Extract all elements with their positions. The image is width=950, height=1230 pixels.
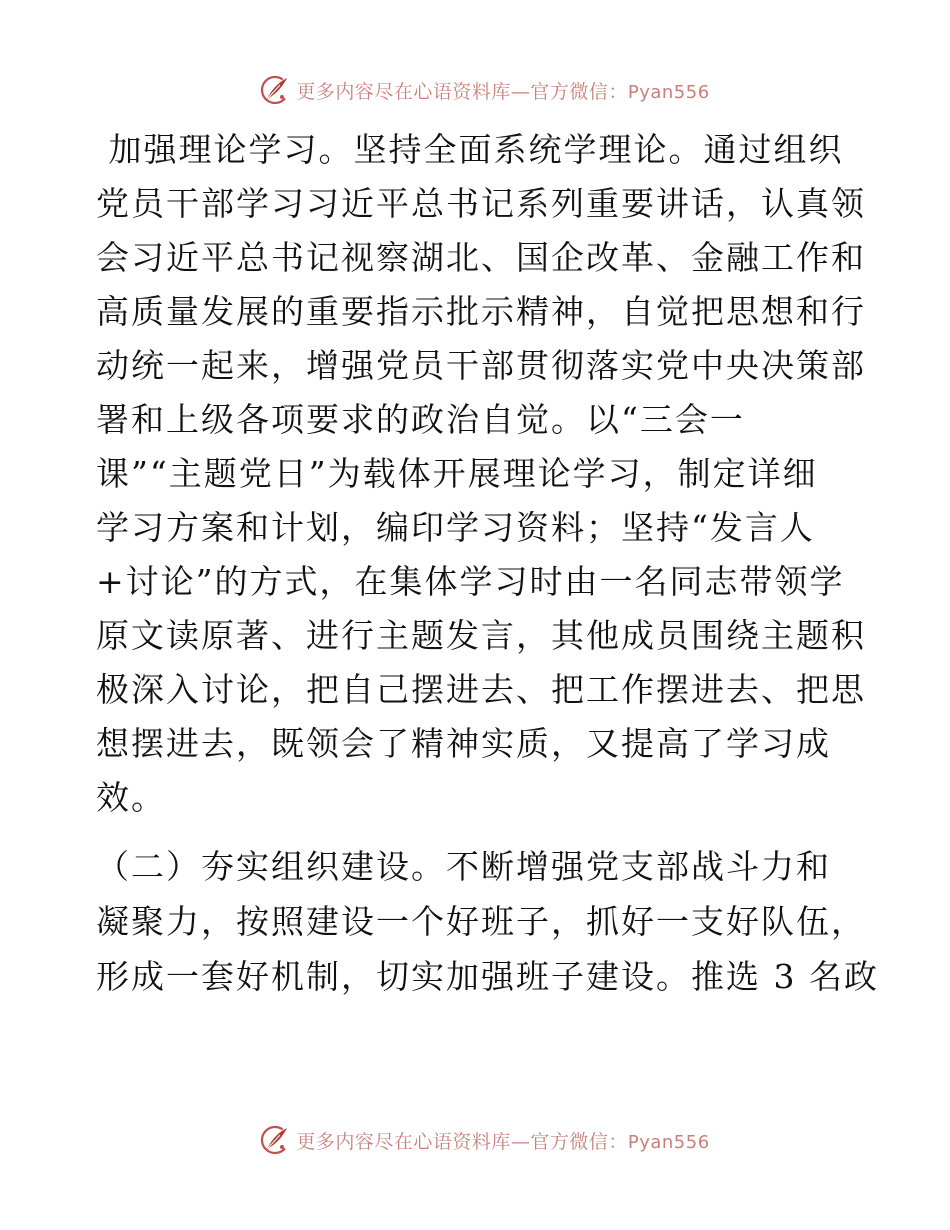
paragraph-1 bbox=[96, 123, 866, 825]
watermark-site-text: 更多内容尽在心语资料库 bbox=[296, 1130, 511, 1153]
text-line: 党员干部学习习近平总书记系列重要讲话，认真领 bbox=[96, 184, 866, 223]
watermark-label: 官方微信： bbox=[530, 80, 628, 103]
watermark-separator: — bbox=[510, 1130, 531, 1153]
text-line: 署和上级各项要求的政治自觉。以“三会一 bbox=[96, 400, 745, 439]
text-line: 会习近平总书记视察湖北、国企改革、金融工作和 bbox=[96, 238, 866, 277]
text-line: 学习方案和计划，编印学习资料；坚持“发言人 bbox=[96, 508, 815, 547]
red-feather-logo-icon bbox=[258, 73, 292, 107]
text-line: +讨论”的方式，在集体学习时由一名同志带领学 bbox=[96, 562, 845, 601]
footer-watermark bbox=[0, 1120, 950, 1160]
text-line: 想摆进去，既领会了精神实质，又提高了学习成 bbox=[96, 724, 831, 763]
paragraph-spacer bbox=[96, 825, 856, 839]
text-line: 动统一起来，增强党员干部贯彻落实党中央决策部 bbox=[96, 346, 866, 385]
text-line: 极深入讨论，把自己摆进去、把工作摆进去、把思 bbox=[96, 670, 866, 709]
red-feather-logo-icon bbox=[258, 1123, 292, 1157]
text-line: 加强理论学习。坚持全面系统学理论。通过组织 bbox=[96, 130, 844, 169]
watermark-handle: Pyan556 bbox=[627, 81, 710, 103]
text-line: 原文读原著、进行主题发言，其他成员围绕主题积 bbox=[96, 616, 866, 655]
paragraph-2 bbox=[96, 839, 879, 1004]
text-line: （二）夯实组织建设。不断增强党支部战斗力和 bbox=[96, 847, 831, 886]
text-line: 高质量发展的重要指示批示精神，自觉把思想和行 bbox=[96, 292, 866, 331]
text-line: 效。 bbox=[96, 778, 166, 817]
watermark-handle: Pyan556 bbox=[627, 1131, 710, 1153]
text-line: 凝聚力，按照建设一个好班子，抓好一支好队伍， bbox=[96, 902, 866, 941]
header-watermark bbox=[0, 70, 950, 110]
watermark-separator: — bbox=[510, 80, 531, 103]
watermark-site-text: 更多内容尽在心语资料库 bbox=[296, 80, 511, 103]
watermark-label: 官方微信： bbox=[530, 1130, 628, 1153]
text-line: 课”“主题党日”为载体开展理论学习，制定详细 bbox=[96, 454, 818, 493]
text-line: 形成一套好机制，切实加强班子建设。推选 3 名政 bbox=[96, 957, 879, 996]
document-body bbox=[96, 123, 879, 1004]
